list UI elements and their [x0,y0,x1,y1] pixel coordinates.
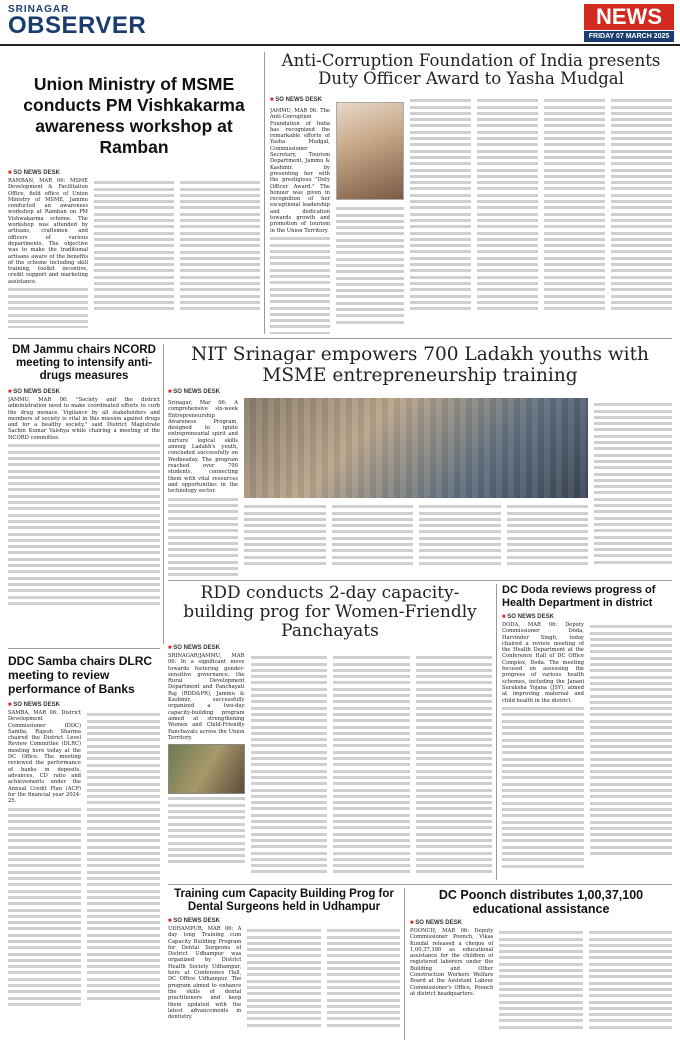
story-headline[interactable]: DM Jammu chairs NCORD meeting to intensify anti-drugs measures [12,344,156,382]
story-body: JAMMU, MAR 06: "Society and the district administration need to make coordinated efforts to curb the drug menace. Vigilance by all stakeholders and members of society is vital in this mission against drugs and for a healthy society," said District Magistrate Sachin Kumar Vaishya while chairing a meeting of the NCORD committee. [8,397,160,441]
story-acf [270,52,672,334]
story-headline[interactable]: DC Poonch distributes 1,00,37,100 educational assistance [438,888,644,916]
story-rdd [168,584,492,880]
story-byline: ■ SO NEWS DESK [8,389,160,395]
story-byline: ■ SO NEWS DESK [8,702,160,708]
story-byline: ■ SO NEWS DESK [270,97,402,103]
story-headline[interactable]: NIT Srinagar empowers 700 Ladakh youths with MSME entrepreneurship training [191,344,649,386]
story-body: RAMBAN, MAR 06: MSME Development & Facilitation Office, field office of Union Ministry of MSME, Jammu conducted an awareness workshop at Ramban on PM Vishwakarma scheme. The workshop was attended by artisans, craftsmen and officers of various departments. The objective was to make the traditional artisans aware of the benefits of the scheme including skill training, toolkit incentive, credit support and marketing assistance. [8,178,88,285]
story-body: POONCH, MAR 06: Deputy Commissioner Poonch, Vikas Kundal released a cheque of 1,00,37,100 as educational assistance for the children of registered laborers under the Building and Other Construction Workers Welfare Board at the Assistant Labour Commissioner's Office, Poonch at district headquarters. [410,928,494,997]
masthead [0,0,680,46]
brand-logo[interactable] [8,4,146,37]
story-byline: ■ SO NEWS DESK [8,170,260,176]
section-badge: NEWS [584,4,674,30]
award-photo [336,102,404,200]
story-byline: ■ SO NEWS DESK [168,918,400,924]
story-body: JAMMU, MAR 06: The Anti-Corruption Foundation of India has recognized the remarkable efforts of Yasha Mudgal, Commissioner Secretary, Tourism Department, Jammu & Kashmir, by presenting her with the prestigious "Duty Officer Award." The honour was given in recognition of her exceptional leadership and dedication towards growth and promotion of tourism in the Union Territory. [270,108,330,234]
story-headline[interactable]: Training cum Capacity Building Prog for Dental Surgeons held in Udhampur [174,888,394,913]
story-msme [8,52,260,330]
brand-main: OBSERVER [8,12,147,39]
story-dental [168,888,400,1040]
story-ncord [8,344,160,644]
story-nit [168,344,672,576]
story-body: DODA, MAR 06: Deputy Commissioner Doda, Harvinder Singh, today chaired a review meeting of the Health Department at the Conference Hall of DC Office Complex, Doda. The meeting focused on assessing the progress of various health schemes, including the Janani Suraksha Yojana (JSY), aimed at improving maternal and child health in the district. [502,622,584,704]
story-headline[interactable]: Union Ministry of MSME conducts PM Vishkakarma awareness workshop at Ramban [23,74,245,157]
story-body: SRINAGAR/JAMMU, MAR 06: In a significant move towards fostering gender-sensitive governance, the Rural Development Department and Panchayati Raj (RDD&PR), Jammu & Kashmir, successfully organized a two-day capacity-building program aimed at strengthening Women and Child-Friendly Panchayats across the Union Territory. [168,653,245,741]
story-headline[interactable]: DC Doda reviews progress of Health Department in district [502,584,656,609]
story-poonch [410,888,672,1040]
story-body: UDHAMPUR, MAR 06: A day long Training cum Capacity Building Program for Dental Surgeons of District Udhampur was organized by District Health Society Udhampur, here at Conference Hall, DC Office Udhampur. The program aimed to enhance the skills of dental practitioners and keep them updated with the latest advancements in dentistry. [168,926,242,1021]
story-byline: ■ SO NEWS DESK [168,389,672,395]
story-byline: ■ SO NEWS DESK [168,645,492,651]
story-byline: ■ SO NEWS DESK [410,920,672,926]
story-photo [244,398,588,498]
brand-top: SRINAGAR [8,4,70,15]
story-headline[interactable]: Anti-Corruption Foundation of India presents Duty Officer Award to Yasha Mudgal [281,52,661,88]
date-line: FRIDAY 07 MARCH 2025 [584,31,674,42]
story-inset-photo [168,744,245,794]
story-byline: ■ SO NEWS DESK [502,614,672,620]
story-body: SAMBA, MAR 06: District Development Commissioner (DDC) Samba, Rajesh Sharma chaired the District Level Review Committee (DLRC) meeting here today at the DC Office. The meeting reviewed the performance of banks in deposits, advances, CD ratio and achievements under the Annual Credit Plan (ACP) for the financial year 2024-25. [8,710,81,805]
story-body: Srinagar, Mar 06: A comprehensive six-week Entrepreneurship Awareness Program, designed to ignite entrepreneurial spirit and nurture logical skills among Ladakh's youth, concluded successfully on Wednesday. The program reached over 700 students, connecting them with vital resources and opportunities in the technology sector. [168,400,238,495]
story-headline[interactable]: DDC Samba chairs DLRC meeting to review performance of Banks [8,654,153,696]
story-headline[interactable]: RDD conducts 2-day capacity-building prog for Women-Friendly Panchayats [183,584,477,641]
story-samba [8,654,160,1038]
story-doda [502,584,672,880]
